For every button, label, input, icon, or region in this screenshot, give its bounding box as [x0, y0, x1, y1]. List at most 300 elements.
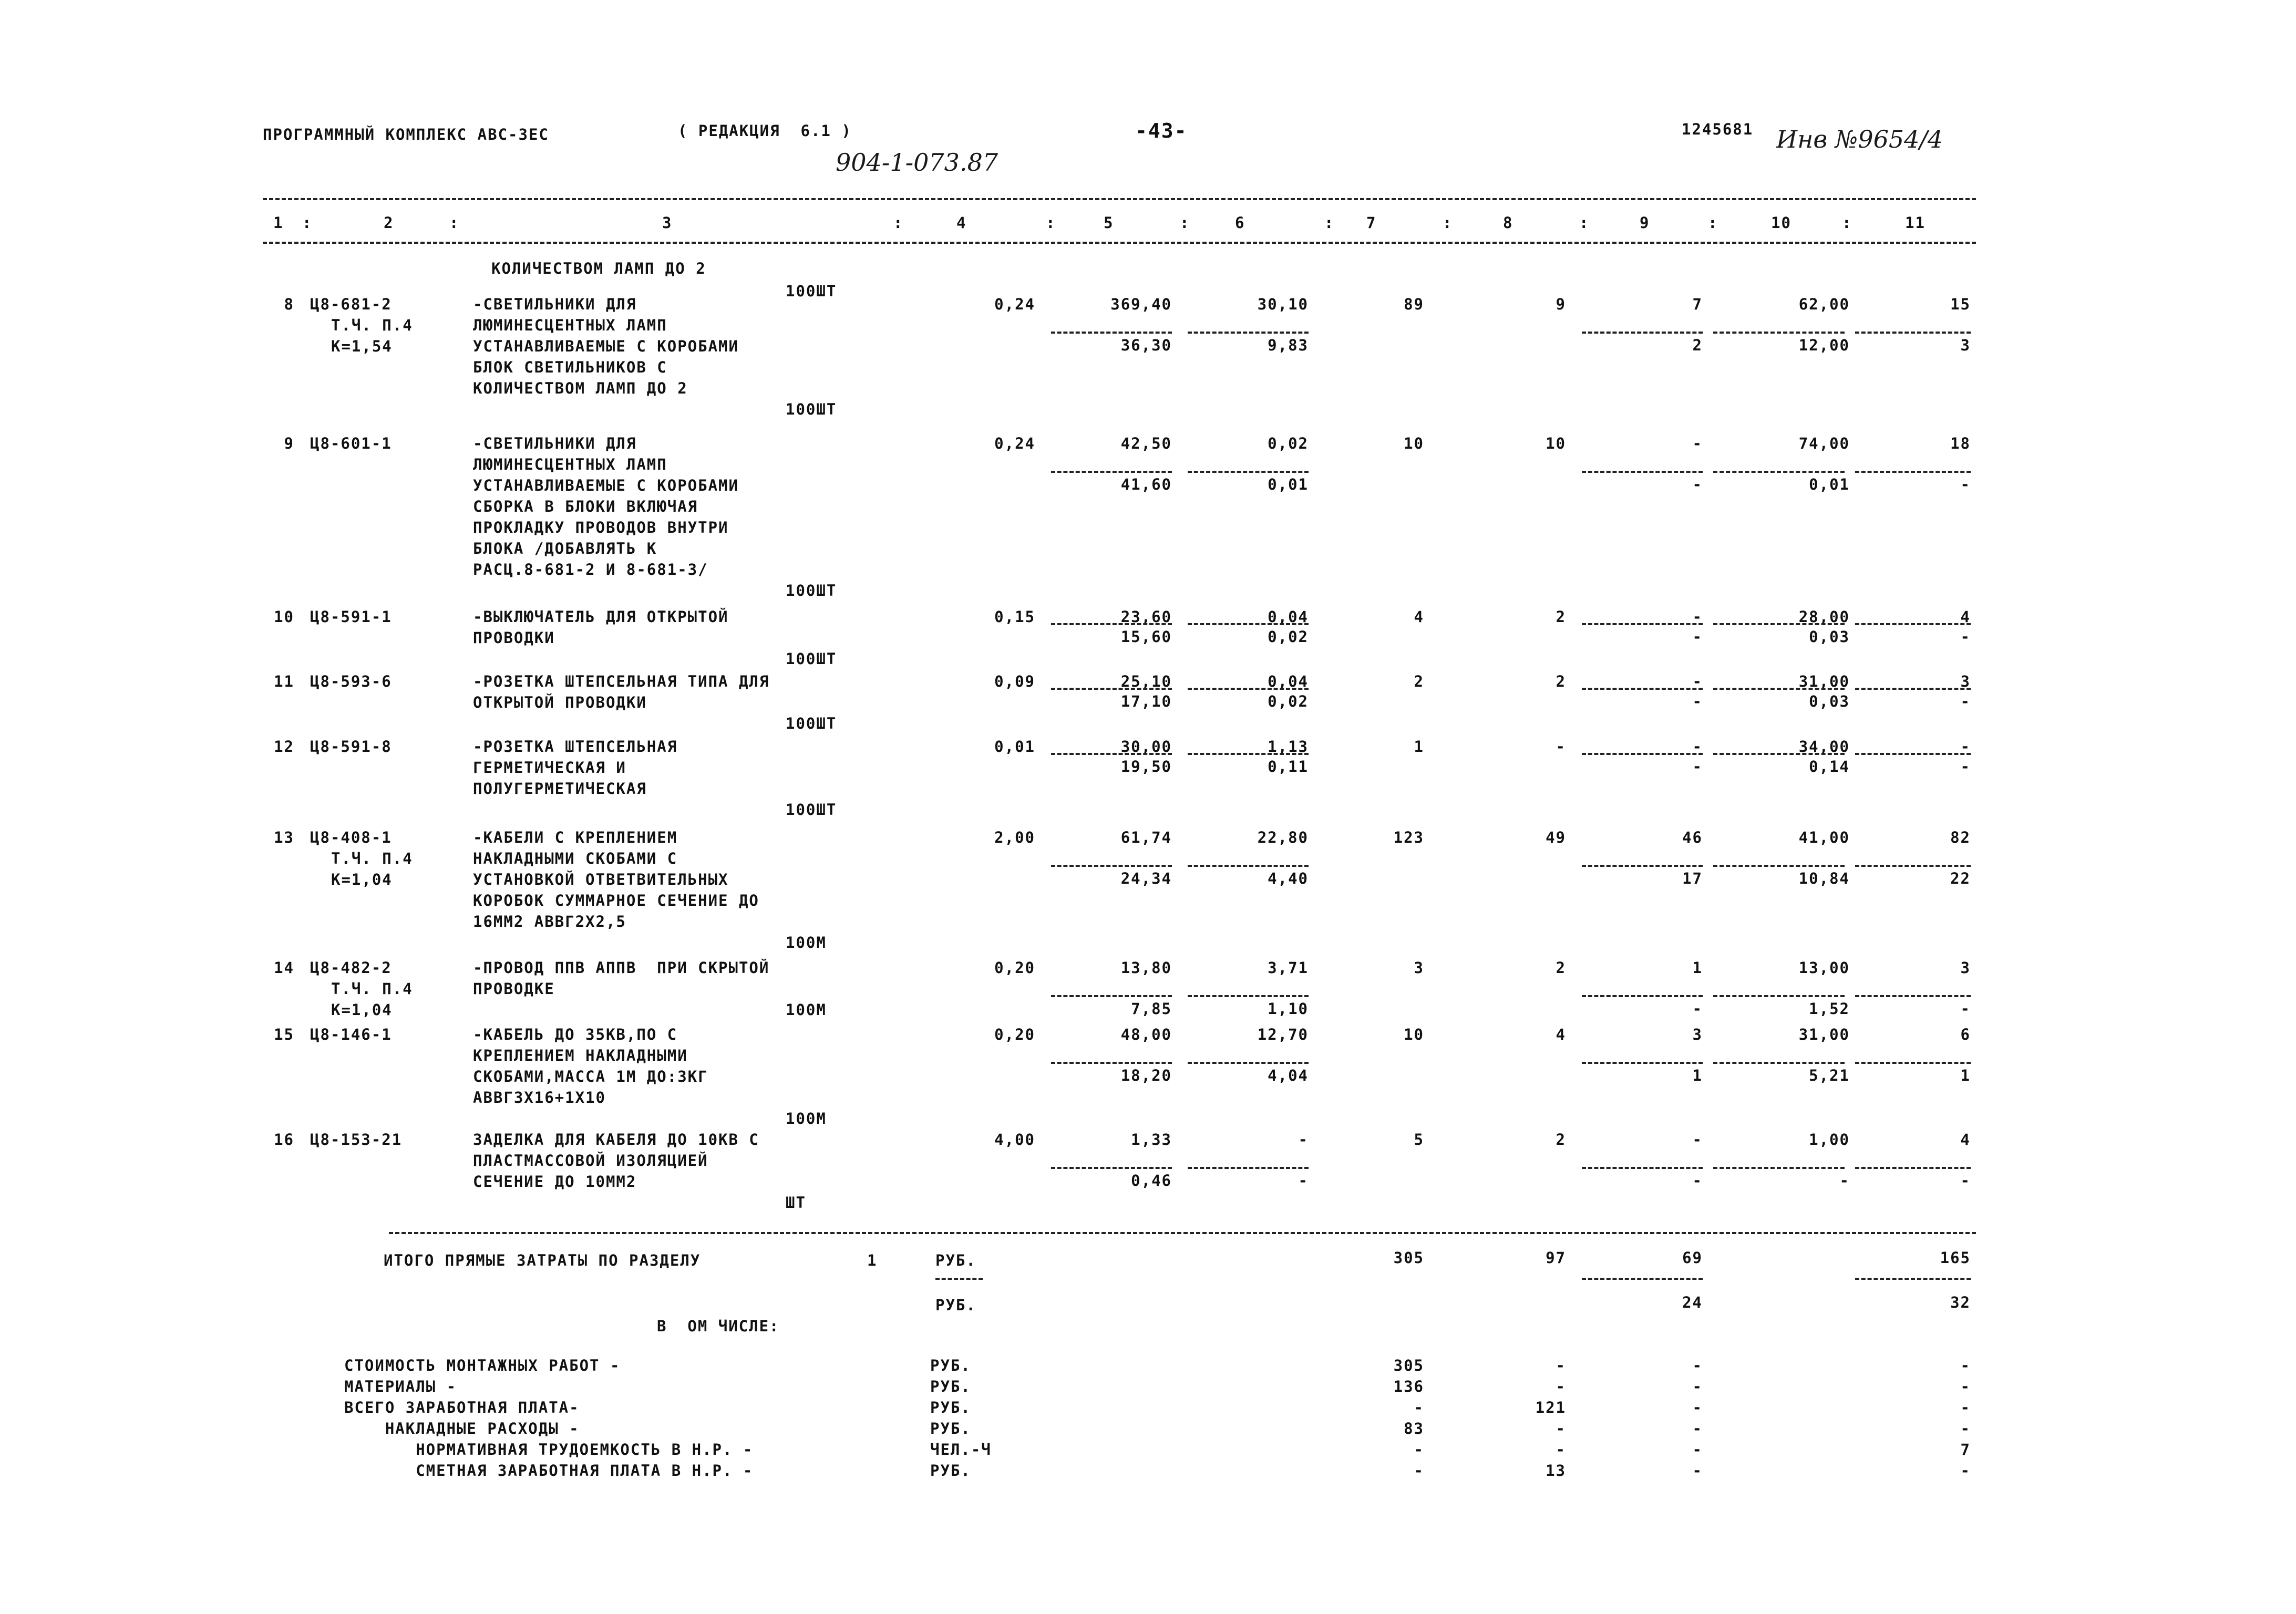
row-c8: 9 [1556, 295, 1566, 313]
totals-c11-rule [1855, 1278, 1971, 1280]
row-c11: 15 [1950, 295, 1971, 313]
summary-c11: - [1960, 1420, 1971, 1437]
row-c11-rule [1855, 865, 1971, 867]
column-header-18: 10 [1771, 214, 1792, 232]
summary-c9: - [1692, 1462, 1703, 1480]
row-c11b: 22 [1950, 870, 1971, 887]
row-c7: 10 [1404, 1026, 1424, 1043]
carried-text: КОЛИЧЕСТВОМ ЛАМП ДО 2 [491, 260, 706, 277]
column-header-17: : [1708, 214, 1718, 232]
row-c10-rule [1713, 995, 1845, 997]
row-c9-rule [1582, 688, 1703, 690]
row-c11-rule [1855, 995, 1971, 997]
row-c5b: 0,46 [1131, 1172, 1172, 1189]
row-number: 9 [284, 434, 294, 452]
totals-label: ИТОГО ПРЯМЫЕ ЗАТРАТЫ ПО РАЗДЕЛУ [384, 1251, 701, 1269]
row-c10-rule [1713, 1062, 1845, 1064]
row-c8: 2 [1556, 1131, 1566, 1149]
row-unit: 100ШТ [786, 801, 837, 819]
row-c6b: 9,83 [1268, 336, 1309, 354]
row-c9: - [1692, 434, 1703, 452]
row-c5b: 19,50 [1120, 758, 1172, 775]
column-header-5: : [893, 214, 904, 232]
summary-unit: РУБ. [930, 1378, 971, 1395]
row-description: НАКЛАДНЫМИ СКОБАМИ С [473, 850, 678, 867]
row-c9-rule [1582, 471, 1703, 473]
row-description: 16ММ2 АВВГ2Х2,5 [473, 913, 626, 930]
summary-c7: - [1414, 1441, 1424, 1458]
row-description: СБОРКА В БЛОКИ ВКЛЮЧАЯ [473, 498, 698, 515]
summary-unit: ЧЕЛ.-Ч [930, 1441, 992, 1458]
row-c11-rule [1855, 753, 1971, 755]
row-c5: 13,80 [1120, 959, 1172, 977]
row-c8: 2 [1556, 959, 1566, 977]
row-c10: 1,00 [1809, 1131, 1850, 1149]
row-c6-rule [1188, 865, 1309, 867]
row-description: СКОБАМИ,МАССА 1М ДО:3КГ [473, 1068, 708, 1085]
row-c9: - [1692, 1131, 1703, 1149]
summary-c11: - [1960, 1462, 1971, 1480]
totals-c8: 97 [1546, 1249, 1566, 1267]
row-c7: 89 [1404, 295, 1424, 313]
row-c11-rule [1855, 332, 1971, 334]
summary-c8: - [1556, 1357, 1566, 1374]
row-c6-rule [1188, 623, 1309, 625]
row-c4: 0,24 [994, 295, 1035, 313]
row-c10: 28,00 [1798, 608, 1850, 626]
row-c8: 2 [1556, 608, 1566, 626]
summary-c7: 305 [1393, 1357, 1424, 1374]
summary-unit: РУБ. [930, 1357, 971, 1374]
row-c4: 0,09 [994, 672, 1035, 690]
totals-unit-rule [935, 1278, 983, 1280]
row-description: РАСЦ.8-681-2 И 8-681-3/ [473, 561, 708, 578]
row-c6: 22,80 [1257, 829, 1309, 846]
summary-c11: 7 [1960, 1441, 1971, 1458]
row-code: Ц8-153-21 [310, 1131, 403, 1149]
row-c6b: 0,11 [1268, 758, 1309, 775]
row-description: ЛЮМИНЕСЦЕНТНЫХ ЛАМП [473, 316, 667, 334]
edition-label: ( РЕДАКЦИЯ 6.1 ) [678, 122, 852, 140]
row-number: 12 [274, 738, 294, 756]
row-c7: 10 [1404, 434, 1424, 452]
row-c11-rule [1855, 623, 1971, 625]
row-c11b: 1 [1960, 1067, 1971, 1084]
row-c9b: 17 [1682, 870, 1703, 887]
row-c7: 3 [1414, 959, 1424, 977]
row-c11: - [1960, 738, 1971, 756]
row-code: Ц8-593-6 [310, 672, 392, 690]
row-c7: 4 [1414, 608, 1424, 626]
row-c5b: 15,60 [1120, 628, 1172, 646]
row-c11b: 3 [1960, 336, 1971, 354]
row-description: СЕЧЕНИЕ ДО 10ММ2 [473, 1173, 637, 1191]
row-code: Ц8-601-1 [310, 434, 392, 452]
row-c10: 13,00 [1798, 959, 1850, 977]
row-description: КРЕПЛЕНИЕМ НАКЛАДНЫМИ [473, 1047, 688, 1064]
row-description: ПРОВОДКЕ [473, 980, 555, 998]
row-c9: 7 [1692, 295, 1703, 313]
row-c10-rule [1713, 332, 1845, 334]
row-c11b: - [1960, 1000, 1971, 1018]
summary-c11: - [1960, 1378, 1971, 1395]
column-header-3: : [449, 214, 460, 232]
row-c10b: - [1839, 1172, 1850, 1189]
row-c5-rule [1051, 865, 1172, 867]
column-header-11: : [1324, 214, 1335, 232]
summary-c9: - [1692, 1399, 1703, 1416]
row-c11b: - [1960, 1172, 1971, 1189]
row-description: -ВЫКЛЮЧАТЕЛЬ ДЛЯ ОТКРЫТОЙ [473, 608, 729, 626]
row-unit: 100М [786, 1001, 827, 1019]
row-c10b: 0,14 [1809, 758, 1850, 775]
row-c4: 0,01 [994, 738, 1035, 756]
totals-c11b: 32 [1950, 1294, 1971, 1311]
row-c9b: - [1692, 1000, 1703, 1018]
row-c9b: 2 [1692, 336, 1703, 354]
row-c11-rule [1855, 471, 1971, 473]
row-c5: 23,60 [1120, 608, 1172, 626]
row-c9-rule [1582, 623, 1703, 625]
totals-rule [389, 1232, 1976, 1234]
row-c10b: 10,84 [1798, 870, 1850, 887]
column-header-10: 6 [1235, 214, 1245, 232]
totals-c9b: 24 [1682, 1294, 1703, 1311]
row-c11-rule [1855, 688, 1971, 690]
row-c5b: 7,85 [1131, 1000, 1172, 1018]
summary-unit: РУБ. [930, 1399, 971, 1416]
row-code: Ц8-591-1 [310, 608, 392, 626]
row-c6b: 0,02 [1268, 628, 1309, 646]
row-description: КОЛИЧЕСТВОМ ЛАМП ДО 2 [473, 379, 688, 397]
row-c5: 30,00 [1120, 738, 1172, 756]
row-number: 11 [274, 672, 294, 690]
row-c6b: - [1298, 1172, 1309, 1189]
row-number: 13 [274, 829, 294, 846]
row-description: ГЕРМЕТИЧЕСКАЯ И [473, 759, 626, 777]
column-header-9: : [1180, 214, 1190, 232]
row-c6: 0,04 [1268, 672, 1309, 690]
totals-unit-2: РУБ. [935, 1296, 976, 1314]
row-c9b: - [1692, 628, 1703, 646]
row-c5-rule [1051, 753, 1172, 755]
row-description: -СВЕТИЛЬНИКИ ДЛЯ [473, 295, 637, 313]
column-header-2: 2 [384, 214, 394, 232]
row-c8: 2 [1556, 672, 1566, 690]
row-description: ОТКРЫТОЙ ПРОВОДКИ [473, 694, 647, 711]
row-c11: 3 [1960, 672, 1971, 690]
summary-c8: - [1556, 1378, 1566, 1395]
row-number: 10 [274, 608, 294, 626]
row-description: ПОЛУГЕРМЕТИЧЕСКАЯ [473, 780, 647, 798]
carried-unit: 100ШТ [786, 282, 837, 300]
row-c9-rule [1582, 1167, 1703, 1169]
row-c10: 31,00 [1798, 1026, 1850, 1043]
row-c4: 0,20 [994, 1026, 1035, 1043]
row-code: Ц8-591-8 [310, 738, 392, 756]
row-c10: 62,00 [1798, 295, 1850, 313]
column-header-15: : [1579, 214, 1590, 232]
row-c9b: 1 [1692, 1067, 1703, 1084]
column-header-13: : [1443, 214, 1453, 232]
table-header-rule [263, 242, 1976, 244]
row-c7: 123 [1393, 829, 1424, 846]
row-c9: 3 [1692, 1026, 1703, 1043]
row-c6b: 1,10 [1268, 1000, 1309, 1018]
row-description: -ПРОВОД ППВ АППВ ПРИ СКРЫТОЙ [473, 959, 770, 977]
column-header-7: : [1046, 214, 1056, 232]
including-heading: В ОМ ЧИСЛЕ: [657, 1317, 780, 1335]
summary-c9: - [1692, 1378, 1703, 1395]
totals-c11: 165 [1940, 1249, 1971, 1267]
row-c5-rule [1051, 995, 1172, 997]
row-c4: 0,24 [994, 434, 1035, 452]
row-description: -РОЗЕТКА ШТЕПСЕЛЬНАЯ [473, 738, 678, 756]
row-c8: 4 [1556, 1026, 1566, 1043]
row-c8: 10 [1546, 434, 1566, 452]
column-header-4: 3 [662, 214, 673, 232]
row-c11: 4 [1960, 1131, 1971, 1149]
row-c6b: 4,04 [1268, 1067, 1309, 1084]
row-c6: 30,10 [1257, 295, 1309, 313]
row-description: ЛЮМИНЕСЦЕНТНЫХ ЛАМП [473, 456, 667, 473]
row-c10-rule [1713, 688, 1845, 690]
row-c5: 42,50 [1120, 434, 1172, 452]
column-header-16: 9 [1640, 214, 1650, 232]
column-header-12: 7 [1366, 214, 1377, 232]
row-c9-rule [1582, 1062, 1703, 1064]
row-description: УСТАНАВЛИВАЕМЫЕ С КОРОБАМИ [473, 477, 739, 494]
row-c11-rule [1855, 1167, 1971, 1169]
row-c11: 6 [1960, 1026, 1971, 1043]
row-c10b: 0,01 [1809, 475, 1850, 493]
row-c9-rule [1582, 995, 1703, 997]
row-c6: 0,02 [1268, 434, 1309, 452]
row-c4: 4,00 [994, 1131, 1035, 1149]
summary-unit: РУБ. [930, 1420, 971, 1437]
column-header-1: : [302, 214, 313, 232]
summary-c11: - [1960, 1357, 1971, 1374]
row-c5b: 17,10 [1120, 692, 1172, 710]
row-c5: 1,33 [1131, 1131, 1172, 1149]
row-code: Ц8-146-1 [310, 1026, 392, 1043]
summary-c7: 136 [1393, 1378, 1424, 1395]
column-header-19: : [1842, 214, 1852, 232]
row-c6-rule [1188, 1167, 1309, 1169]
row-code: Ц8-408-1 [310, 829, 392, 846]
row-description: КОРОБОК СУММАРНОЕ СЕЧЕНИЕ ДО [473, 892, 759, 909]
row-c9-rule [1582, 865, 1703, 867]
row-c4: 0,15 [994, 608, 1035, 626]
row-c10-rule [1713, 753, 1845, 755]
summary-label: НОРМАТИВНАЯ ТРУДОЕМКОСТЬ В Н.Р. - [344, 1441, 754, 1458]
summary-c8: - [1556, 1441, 1566, 1458]
row-description: -РОЗЕТКА ШТЕПСЕЛЬНАЯ ТИПА ДЛЯ [473, 672, 770, 690]
summary-c7: 83 [1404, 1420, 1424, 1437]
row-c7: 2 [1414, 672, 1424, 690]
row-description: БЛОКА /ДОБАВЛЯТЬ К [473, 540, 657, 557]
row-c9b: - [1692, 475, 1703, 493]
row-c6b: 0,01 [1268, 475, 1309, 493]
row-c11: 4 [1960, 608, 1971, 626]
row-description: ПРОКЛАДКУ ПРОВОДОВ ВНУТРИ [473, 519, 729, 536]
row-description: -КАБЕЛИ С КРЕПЛЕНИЕМ [473, 829, 678, 846]
row-c5: 25,10 [1120, 672, 1172, 690]
row-c6-rule [1188, 1062, 1309, 1064]
row-description: АВВГ3Х16+1Х10 [473, 1089, 606, 1106]
row-c10: 74,00 [1798, 434, 1850, 452]
row-c5b: 18,20 [1120, 1067, 1172, 1084]
row-c10-rule [1713, 471, 1845, 473]
row-c6: 3,71 [1268, 959, 1309, 977]
row-c4: 2,00 [994, 829, 1035, 846]
row-c9: - [1692, 672, 1703, 690]
row-c5-rule [1051, 332, 1172, 334]
row-c10b: 12,00 [1798, 336, 1850, 354]
totals-section: 1 [867, 1251, 878, 1269]
summary-label: СТОИМОСТЬ МОНТАЖНЫХ РАБОТ - [344, 1357, 621, 1374]
summary-c9: - [1692, 1357, 1703, 1374]
row-c11b: - [1960, 628, 1971, 646]
page-number: -43- [1135, 119, 1188, 142]
row-c5-rule [1051, 1167, 1172, 1169]
row-description: -КАБЕЛЬ ДО 35КВ,ПО С [473, 1026, 678, 1043]
row-code-note: К=1,04 [331, 1001, 393, 1019]
totals-c9: 69 [1682, 1249, 1703, 1267]
summary-c9: - [1692, 1441, 1703, 1458]
column-header-20: 11 [1905, 214, 1926, 232]
row-c6-rule [1188, 688, 1309, 690]
row-c10-rule [1713, 865, 1845, 867]
column-header-8: 5 [1104, 214, 1114, 232]
row-number: 15 [274, 1026, 294, 1043]
row-c10b: 0,03 [1809, 628, 1850, 646]
row-c11: 82 [1950, 829, 1971, 846]
row-code: Ц8-681-2 [310, 295, 392, 313]
row-c10: 31,00 [1798, 672, 1850, 690]
totals-c7: 305 [1393, 1249, 1424, 1267]
row-c10b: 0,03 [1809, 692, 1850, 710]
row-c11b: - [1960, 475, 1971, 493]
row-description: БЛОК СВЕТИЛЬНИКОВ С [473, 358, 667, 376]
row-c5-rule [1051, 623, 1172, 625]
inventory-number-handwritten: Инв №9654/4 [1776, 125, 1943, 153]
row-c10: 34,00 [1798, 738, 1850, 756]
row-number: 14 [274, 959, 294, 977]
summary-c8: - [1556, 1420, 1566, 1437]
row-c9: - [1692, 608, 1703, 626]
row-c9-rule [1582, 332, 1703, 334]
row-c6: 1,13 [1268, 738, 1309, 756]
row-c5: 48,00 [1120, 1026, 1172, 1043]
row-c5b: 24,34 [1120, 870, 1172, 887]
summary-c9: - [1692, 1420, 1703, 1437]
summary-c8: 13 [1546, 1462, 1566, 1480]
row-number: 8 [284, 295, 294, 313]
row-c5b: 41,60 [1120, 475, 1172, 493]
row-number: 16 [274, 1131, 294, 1149]
row-description: УСТАНОВКОЙ ОТВЕТВИТЕЛЬНЫХ [473, 871, 729, 888]
row-c5-rule [1051, 688, 1172, 690]
row-c6b: 4,40 [1268, 870, 1309, 887]
row-code-note: Т.Ч. П.4 [331, 316, 413, 334]
row-c11: 18 [1950, 434, 1971, 452]
column-header-14: 8 [1503, 214, 1513, 232]
row-c9-rule [1582, 753, 1703, 755]
row-c10b: 1,52 [1809, 1000, 1850, 1018]
row-c6-rule [1188, 332, 1309, 334]
row-unit: 100М [786, 1110, 827, 1127]
summary-label: СМЕТНАЯ ЗАРАБОТНАЯ ПЛАТА В Н.Р. - [344, 1462, 754, 1480]
row-c9: - [1692, 738, 1703, 756]
totals-c9-rule [1582, 1278, 1703, 1280]
row-unit: 100ШТ [786, 715, 837, 732]
row-c10-rule [1713, 623, 1845, 625]
row-c8: 49 [1546, 829, 1566, 846]
row-unit: 100М [786, 934, 827, 951]
row-c6: - [1298, 1131, 1309, 1149]
row-c9b: - [1692, 692, 1703, 710]
row-c9: 1 [1692, 959, 1703, 977]
row-c7: 5 [1414, 1131, 1424, 1149]
row-description: УСТАНАВЛИВАЕМЫЕ С КОРОБАМИ [473, 337, 739, 355]
row-c6: 0,04 [1268, 608, 1309, 626]
row-c5: 61,74 [1120, 829, 1172, 846]
row-c5-rule [1051, 471, 1172, 473]
row-code-note: К=1,04 [331, 871, 393, 888]
row-c6-rule [1188, 471, 1309, 473]
row-c11: 3 [1960, 959, 1971, 977]
row-description: ЗАДЕЛКА ДЛЯ КАБЕЛЯ ДО 10КВ С [473, 1131, 759, 1149]
row-c6-rule [1188, 753, 1309, 755]
row-description: ПРОВОДКИ [473, 629, 555, 647]
row-code: Ц8-482-2 [310, 959, 392, 977]
document-number: 1245681 [1682, 120, 1754, 138]
row-c5b: 36,30 [1120, 336, 1172, 354]
summary-label: ВСЕГО ЗАРАБОТНАЯ ПЛАТА- [344, 1399, 580, 1416]
row-c5: 369,40 [1110, 295, 1172, 313]
row-c9b: - [1692, 758, 1703, 775]
row-c9: 46 [1682, 829, 1703, 846]
row-c4: 0,20 [994, 959, 1035, 977]
summary-c8: 121 [1535, 1399, 1566, 1416]
row-description: -СВЕТИЛЬНИКИ ДЛЯ [473, 434, 637, 452]
summary-c11: - [1960, 1399, 1971, 1416]
row-c11b: - [1960, 758, 1971, 775]
row-description: ПЛАСТМАССОВОЙ ИЗОЛЯЦИЕЙ [473, 1152, 708, 1170]
row-c11-rule [1855, 1062, 1971, 1064]
project-code-handwritten: 904-1-073.87 [836, 148, 998, 177]
summary-label: МАТЕРИАЛЫ - [344, 1378, 457, 1395]
summary-c7: - [1414, 1399, 1424, 1416]
summary-c7: - [1414, 1462, 1424, 1480]
row-c6b: 0,02 [1268, 692, 1309, 710]
row-c6: 12,70 [1257, 1026, 1309, 1043]
row-unit: ШТ [786, 1194, 806, 1212]
row-c8: - [1556, 738, 1566, 756]
column-header-0: 1 [273, 214, 284, 232]
program-title: ПРОГРАММНЫЙ КОМПЛЕКС АВС-3ЕС [263, 126, 549, 143]
row-unit: 100ШТ [786, 582, 837, 599]
row-c6-rule [1188, 995, 1309, 997]
row-code-note: Т.Ч. П.4 [331, 850, 413, 867]
summary-label: НАКЛАДНЫЕ РАСХОДЫ - [344, 1420, 580, 1437]
row-c10: 41,00 [1798, 829, 1850, 846]
column-header-6: 4 [956, 214, 967, 232]
row-c5-rule [1051, 1062, 1172, 1064]
totals-unit: РУБ. [935, 1251, 976, 1269]
row-c10-rule [1713, 1167, 1845, 1169]
